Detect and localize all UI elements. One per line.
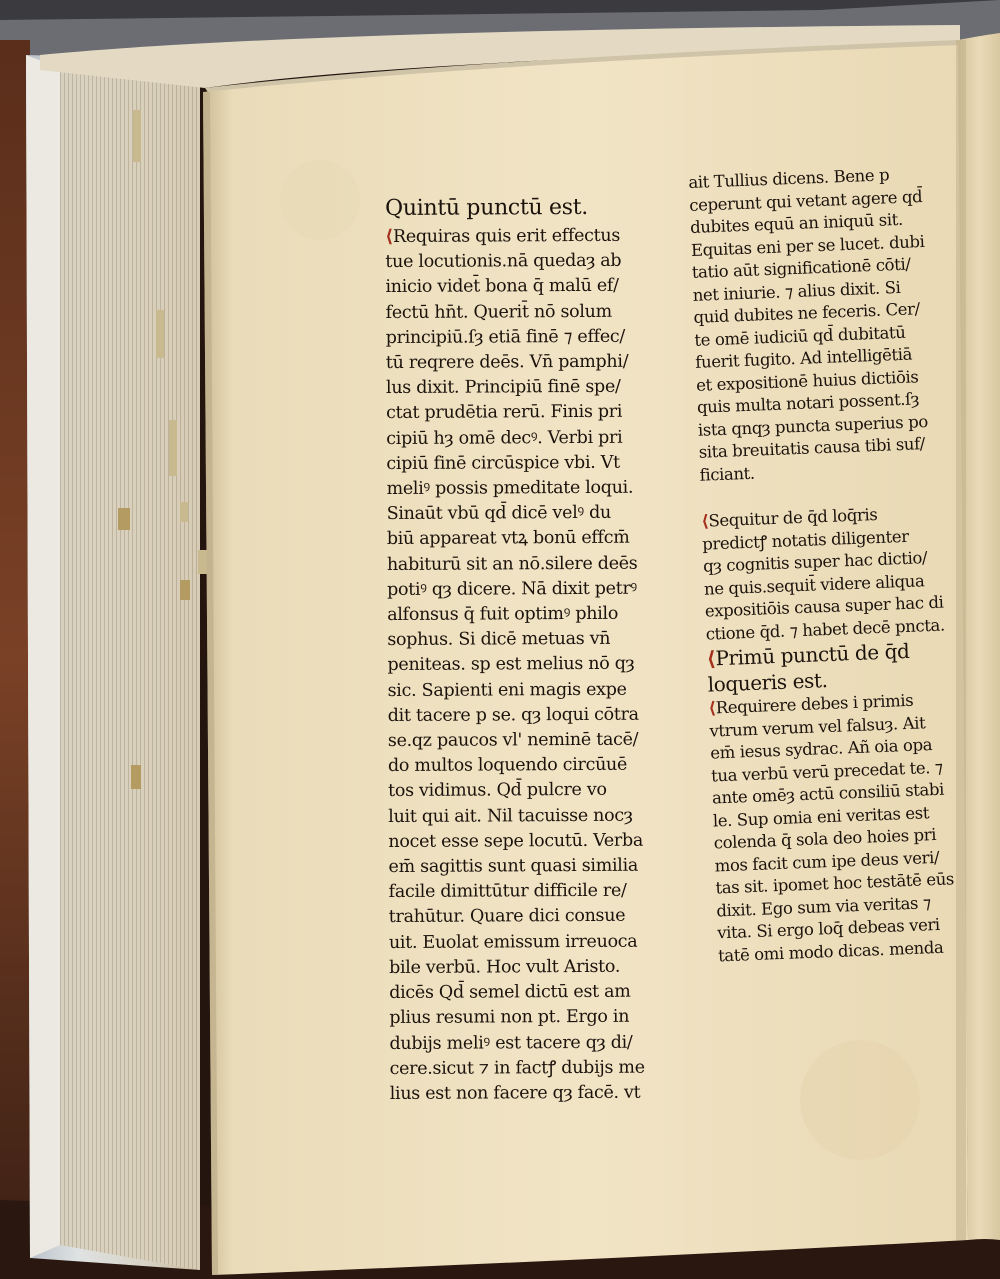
text-line: ⟨Requirere debes i primis	[708, 690, 914, 718]
text-line: potiꝰ qȝ dicere. Nā dixit petrꝰ	[387, 578, 637, 600]
paragraph-mark: ⟨	[701, 511, 709, 531]
paragraph-mark: ⟨	[385, 226, 393, 247]
text-line: ne quis.sequit̄ videre aliqua	[703, 570, 925, 599]
text-line: sophus. Si dicē metuas vn̄	[387, 629, 611, 651]
text-line: se.qz paucos vl' neminē tacē/	[387, 729, 639, 752]
text-line: ctat prudētia rerū. Finis pri	[386, 402, 623, 424]
text-line: te omē iudiciū qd̄ dubitatū	[694, 322, 906, 350]
text-line: tos vidimus. Qd̄ pulcre vo	[388, 780, 607, 802]
text-line: cipiū finē circūspice vbi. Vt	[386, 452, 620, 474]
text-line: ceperunt qui vetant agere qd̄	[688, 186, 923, 215]
text-line: fectū hn̄t. Querit̄ nō solum	[385, 301, 612, 323]
text-line: trahūtur. Quare dici consue	[388, 906, 626, 928]
text-line: ait Tullius dicens. Bene p	[688, 165, 890, 192]
text-line: net iniurie. ⁊ alius dixit. Si	[692, 277, 901, 305]
text-line: habiturū sit an nō.silere deēs	[386, 553, 638, 575]
text-line: ista qnqȝ puncta superius po	[697, 411, 929, 440]
text-line: quid dubites ne feceris. Cer/	[693, 299, 921, 327]
text-line: tas sit. ipomet hoc testātē eūs	[715, 869, 955, 898]
text-line: em̄ iesus sydrac. Añ oia opa	[709, 735, 933, 763]
text-line: vtrum verum vel falsuȝ. Ait	[709, 712, 926, 741]
section-heading: Quintū punctū est.	[385, 194, 589, 221]
text-line: colenda q̄ sola deo hoies pri	[713, 824, 937, 853]
text-line: dubijs meliꝰ est tacere qȝ di/	[389, 1032, 633, 1054]
text-line: cipiū hȝ omē decꝰ. Verbi pri	[386, 427, 623, 449]
text-line: biū appareat vtꝝ bonū effcm̄	[386, 528, 630, 550]
text-line: fuerit fugito. Ad intelligētiā	[694, 344, 913, 372]
text-line: et expositionē huius dictiōis	[695, 366, 919, 395]
text-line: ante omēȝ actū consiliū stabi	[711, 779, 945, 808]
text-line: lus dixit. Principiū finē spe/	[385, 376, 621, 399]
text-line: alfonsus q̄ fuit optimꝰ philo	[387, 603, 619, 626]
text-line: lius est non facere qȝ facē. vt	[389, 1082, 641, 1104]
text-line: qȝ cognitis super hac dictio/	[702, 548, 928, 576]
text-line: nocet esse sepe locutū. Verba	[388, 830, 644, 852]
text-line: sic. Sapienti eni magis expe	[387, 679, 627, 701]
text-line: uit. Euolat emissum irreuoca	[388, 931, 638, 953]
section-heading: ⟨Primū punctū de q̄d	[706, 638, 910, 671]
text-line: sita breuitatis causa tibi suf/	[698, 434, 926, 462]
paragraph-mark: ⟨	[706, 646, 716, 671]
text-line: dicēs Qd̄ semel dictū est am	[389, 981, 631, 1004]
paragraph-mark: ⟨	[708, 698, 717, 718]
text-line: inicio videt̄ bona q̄ malū ef/	[385, 276, 619, 298]
text-line: plius resumi non pt. Ergo in	[389, 1007, 630, 1029]
text-line: luit qui ait. Nil tacuisse nocȝ	[388, 805, 633, 827]
text-line: cere.sicut ⁊ in factꝭ dubijs me	[389, 1057, 645, 1079]
text-line: peniteas. sp est melius nō qȝ	[387, 654, 635, 676]
text-line: dubites equū an iniquū sit.	[689, 209, 904, 237]
text-line: le. Sup omia eni veritas est	[712, 802, 930, 831]
text-line: bile verbū. Hoc vult Aristo.	[388, 956, 621, 978]
text-line: ⟨Requiras quis erit effectus	[385, 225, 621, 247]
text-line: ficiant.	[699, 463, 756, 485]
text-line: dixit. Ego sum via veritas ⁊	[716, 892, 932, 920]
text-line: mos facit cum ipe deus veri/	[714, 847, 940, 875]
text-line: tue locutionis.nā quedaȝ ab	[385, 250, 622, 273]
text-line: quis multa notari possent.ſȝ	[696, 389, 920, 417]
text-line: em̄ sagittis sunt quasi similia	[388, 855, 639, 878]
text-line: predictꝭ notatis diligenter	[701, 526, 909, 554]
text-line: ctione q̄d. ⁊ habet decē pncta.	[705, 614, 946, 644]
text-line: meliꝰ possis pmeditate loqui.	[386, 477, 634, 500]
text-line: Equitas eni per se lucet. dubi	[690, 231, 925, 260]
text-line: do multos loquendo circūuē	[387, 755, 628, 777]
text-line: principiū.ſȝ etiā finē ⁊ effec/	[385, 326, 626, 348]
text-line: vita. Si ergo loq̄ debeas veri	[716, 914, 941, 943]
text-line: tatē omi modo dicas. menda	[717, 937, 944, 965]
text-line: tū reqrere deēs. Vn̄ pamphi/	[385, 351, 629, 374]
right-text-column	[688, 162, 968, 967]
text-line: ⟨Sequitur de q̄d loq̄ris	[701, 504, 878, 531]
text-line: dit tacere p se. qȝ loqui cōtra	[387, 704, 639, 726]
text-line: expositiōis causa super hac di	[704, 592, 944, 621]
left-text-column	[385, 194, 665, 1108]
text-line: tua verbū verū precedat te. ⁊	[710, 757, 943, 786]
text-line: facile dimittūtur difficile re/	[388, 881, 627, 903]
text-line: Sinaūt vbū qd̄ dicē velꝰ du	[386, 503, 612, 525]
section-heading: loqueris est.	[707, 668, 828, 697]
text-line: tatio aūt significationē cōti/	[691, 254, 911, 282]
